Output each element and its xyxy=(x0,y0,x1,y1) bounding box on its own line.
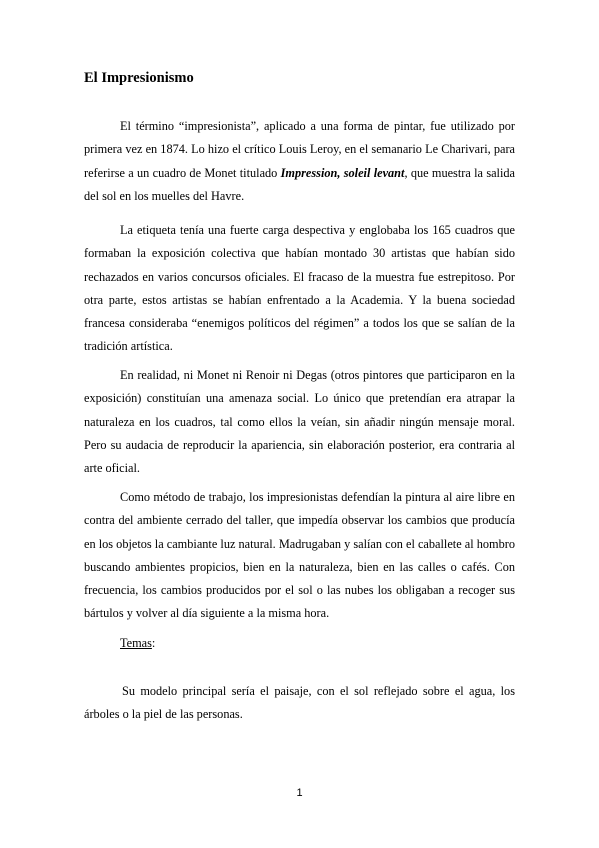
paragraph-text: Su modelo principal sería el paisaje, con el sol reflejado sobre el agua, los árboles o la piel de las personas. xyxy=(84,684,515,722)
section-heading-temas xyxy=(120,636,155,651)
paragraph-method xyxy=(84,486,515,626)
paragraph-themes xyxy=(84,680,515,727)
document-title: El Impresionismo xyxy=(84,70,194,86)
paragraph-text: El término “impresionista”, aplicado a una forma de pintar, fue utilizado por primera vez en 1874. Lo hizo el crítico Louis Leroy, en el semanario Le Charivari, para referirse a un cuadro de Monet titulado xyxy=(84,119,515,180)
paragraph-text: En realidad, ni Monet ni Renoir ni Degas (otros pintores que participaron en la exposición) constituían una amenaza social. Lo único que pretendían era atrapar la naturaleza en los cuadros, tal como ellos la veían, sin añadir ningún mensaje moral. Pero su audacia de reproducir la apariencia, sin elaboración posterior, era contraria al arte oficial. xyxy=(84,368,515,476)
paragraph-text: La etiqueta tenía una fuerte carga despectiva y englobaba los 165 cuadros que formaban la exposición colectiva que habían montado 30 artistas que habían sido rechazados en varios concursos oficiales. El fracaso de la muestra fue estrepitoso. Por otra parte, estos artistas se habían enfrentado a la Academia. Y la buena sociedad francesa consideraba “enemigos políticos del régimen” a todos los que se salían de la tradición artística. xyxy=(84,223,515,354)
paragraph-label-meaning xyxy=(84,219,515,359)
paragraph-intentions xyxy=(84,364,515,480)
page-number: 1 xyxy=(296,787,303,799)
paragraph-text: , que muestra la salida del sol en los muelles del Havre. xyxy=(84,165,515,203)
temas-colon: : xyxy=(151,636,156,650)
paragraph-term-origin xyxy=(84,115,515,208)
artwork-title: Impression, soleil levant xyxy=(280,165,405,180)
temas-label: Temas xyxy=(120,636,152,650)
paragraph-text: Como método de trabajo, los impresionistas defendían la pintura al aire libre en contra del ambiente cerrado del taller, que impedía observar los cambios que producía en los objetos la cambiante luz natural. Madrugaban y salían con el caballete al hombro buscando ambientes propicios, bien en la naturaleza, bien en las calles o cafés. Con frecuencia, los cambios producidos por el sol o las nubes los obligaban a recoger sus bártulos y volver al día siguiente a la misma hora. xyxy=(84,490,515,621)
